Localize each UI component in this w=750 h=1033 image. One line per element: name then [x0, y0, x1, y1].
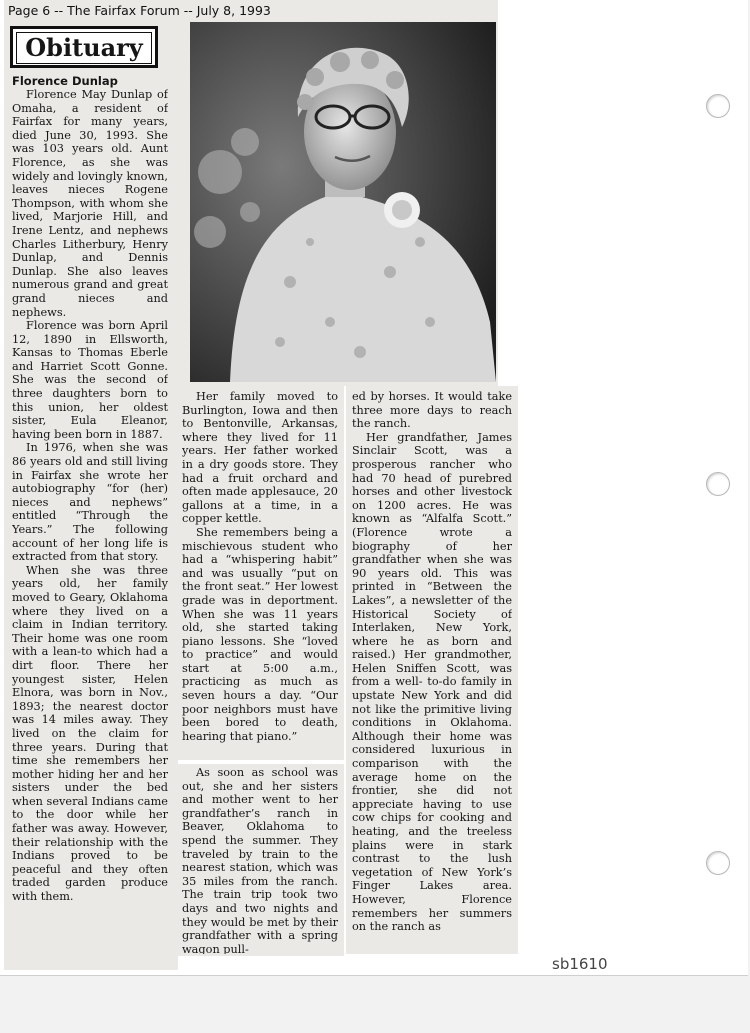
punch-hole-top — [706, 94, 730, 118]
obituary-subject-name: Florence Dunlap — [12, 74, 118, 88]
column-3 — [352, 390, 512, 952]
paragraph: Florence May Dunlap of Omaha, a resident of Fairfax for many years, died June 30, 1993. She was 103 years old. Aunt Florence, as she was widely and lovingly known, leaves nieces Rogene Thompson, with whom she lived, Marjorie Hill, and Irene Lentz, and nephews Charles Litherbury, Henry Dunlap, and Dennis Dunlap. She also leaves numerous grand and great grand nieces and nephews. — [12, 88, 168, 319]
paragraph: As soon as school was out, she and her sisters and mother went to her grandfather’s ranch in Beaver, Oklahoma to spend the summer. They traveled by train to the nearest station, which was 35 miles from the ranch. The train trip took two days and two nights and they would be met by their grandfather with a spring wagon pull- — [182, 766, 338, 954]
portrait-image — [190, 22, 496, 382]
punch-hole-bottom — [706, 851, 730, 875]
paragraph: ed by horses. It would take three more days to reach the ranch. — [352, 390, 512, 431]
paragraph: She remembers being a mischievous student who had a “whispering habit” and was usually “put on the front seat.” Her lowest grade was in deportment. When she was 11 years old, she started taking piano lessons. She “loved to practice” and would start at 5:00 a.m., practicing as much as seven hours a day. “Our poor neighbors must have been bored to death, hearing that piano.” — [182, 525, 338, 743]
paragraph: In 1976, when she was 86 years old and still living in Fairfax she wrote her autobiography “for (her) nieces and nephews” entitled “Through the Years.” The following account of her long life is extracted from that story. — [12, 441, 168, 564]
newspaper-header: Page 6 -- The Fairfax Forum -- July 8, 1993 — [8, 3, 271, 18]
punch-hole-middle — [706, 472, 730, 496]
paragraph: Her family moved to Burlington, Iowa and then to Bentonville, Arkansas, where they lived for 11 years. Her father worked in a dry goods store. They had a fruit orchard and often made applesauce, 20 gallons at a time, in a copper kettle. — [182, 390, 338, 526]
column-1 — [12, 88, 168, 968]
paragraph: When she was three years old, her family moved to Geary, Oklahoma where they lived on a claim in Indian territory. Their home was one room with a lean-to which had a dirt floor. There her youngest sister, Helen Elnora, was born in Nov., 1893; the nearest doctor was 14 miles away. They lived on the claim for three years. During that time she remembers her mother hiding her and her sisters under the bed when several Indians came to the door while her father was away. However, their relationship with the Indians proved to be peaceful and they often traded garden produce with them. — [12, 563, 168, 904]
obituary-heading: Obituary — [10, 26, 158, 68]
handwritten-catalog-number: sb1610 — [552, 955, 608, 973]
paragraph: Her grandfather, James Sinclair Scott, was a prosperous rancher who had 70 head of purebred horses and other livestock on 1200 acres. He was known as “Alfalfa Scott.” (Florence wrote a biography of her grandfather when she was 90 years old. This was printed in “Between the Lakes”, a newsletter of the Historical Society of Interlaken, New York, where he as born and raised.) Her grandmother, Helen Sniffen Scott, was from a well- to-do family in upstate New York and did not like the primitive living conditions in Oklahoma. Although their home was considered luxurious in comparison with the average home on the frontier, she did not appreciate having to use cow chips for cooking and heating, and the treeless plains were in stark contrast to the lush vegetation of New York’s Finger Lakes area. However, Florence remembers her summers on the ranch as — [352, 430, 512, 934]
paragraph: Florence was born April 12, 1890 in Ellsworth, Kansas to Thomas Eberle and Harriet Scott Gonne. She was the second of three daughters born to this union, her oldest sister, Eula Eleanor, having been born in 1887. — [12, 319, 168, 441]
column-2-bottom — [182, 766, 338, 954]
portrait-photo — [190, 22, 496, 382]
column-2-top — [182, 390, 338, 758]
